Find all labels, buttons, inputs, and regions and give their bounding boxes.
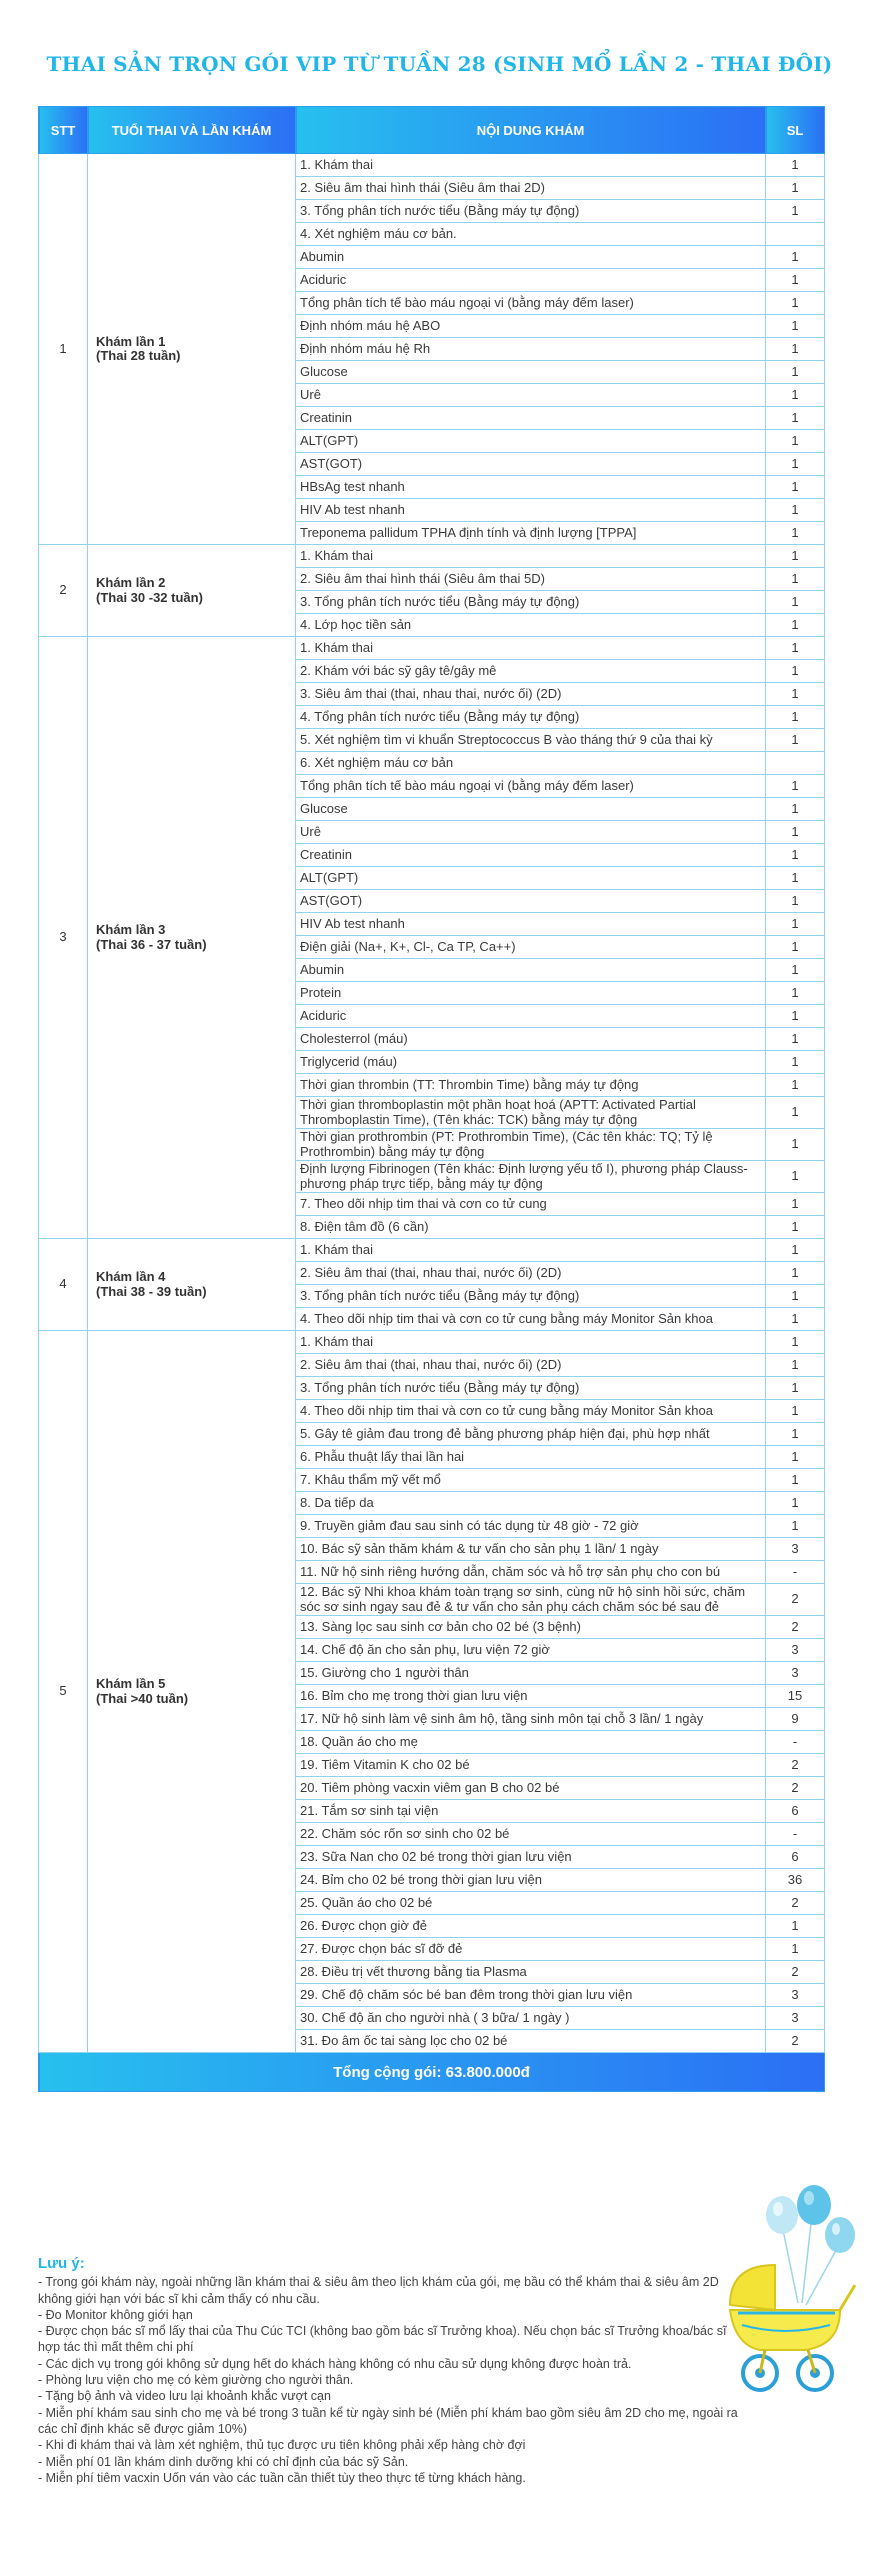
header-stt: STT	[39, 107, 88, 154]
row-quantity: 1	[766, 453, 825, 476]
row-quantity: 1	[766, 430, 825, 453]
row-quantity	[766, 223, 825, 246]
row-quantity: 2	[766, 2030, 825, 2053]
row-content: Thời gian prothrombin (PT: Prothrombin Time), (Các tên khác: TQ; Tỷ lệ Prothrombin) bằng máy tự động	[296, 1129, 766, 1161]
row-quantity: 1	[766, 1193, 825, 1216]
row-content: 3. Tổng phân tích nước tiểu (Bằng máy tự động)	[296, 200, 766, 223]
table-row	[39, 1239, 825, 1262]
row-content: Creatinin	[296, 844, 766, 867]
row-quantity: 1	[766, 913, 825, 936]
row-content: 19. Tiêm Vitamin K cho 02 bé	[296, 1754, 766, 1777]
row-content: 31. Đo âm ốc tai sàng lọc cho 02 bé	[296, 2030, 766, 2053]
row-content: 5. Gây tê giảm đau trong đẻ bằng phương pháp hiện đại, phù hợp nhất	[296, 1423, 766, 1446]
row-content: Định nhóm máu hệ ABO	[296, 315, 766, 338]
row-content: 3. Siêu âm thai (thai, nhau thai, nước ối) (2D)	[296, 683, 766, 706]
row-quantity: 6	[766, 1846, 825, 1869]
row-content: Abumin	[296, 246, 766, 269]
row-quantity: 1	[766, 269, 825, 292]
row-content: Glucose	[296, 798, 766, 821]
row-content: Tổng phân tích tế bào máu ngoại vi (bằng máy đếm laser)	[296, 775, 766, 798]
package-table-wrapper	[38, 106, 824, 2092]
row-content: HIV Ab test nhanh	[296, 499, 766, 522]
page-title: THAI SẢN TRỌN GÓI VIP TỪ TUẦN 28 (SINH MỔ LẦN 2 - THAI ĐÔI)	[46, 52, 833, 76]
row-content: 17. Nữ hộ sinh làm vệ sinh âm hộ, tầng sinh môn tại chỗ 3 lần/ 1 ngày	[296, 1708, 766, 1731]
note-line: - Được chọn bác sĩ mổ lấy thai của Thu Cúc TCI (không bao gồm bác sĩ Trưởng khoa). Nếu chọn bác sĩ Trưởng khoa/bác sĩ hợp tác thì mất thêm chi phí	[38, 2324, 727, 2355]
row-content: 16. Bỉm cho mẹ trong thời gian lưu viện	[296, 1685, 766, 1708]
row-visit-age	[88, 1331, 296, 2053]
row-content: 4. Theo dõi nhịp tim thai và cơn co tử cung bằng máy Monitor Sản khoa	[296, 1308, 766, 1331]
row-content: 1. Khám thai	[296, 1239, 766, 1262]
row-content: 4. Theo dõi nhịp tim thai và cơn co tử cung bằng máy Monitor Sản khoa	[296, 1400, 766, 1423]
row-quantity: 3	[766, 1984, 825, 2007]
row-quantity: 1	[766, 1285, 825, 1308]
row-quantity: 15	[766, 1685, 825, 1708]
note-line: - Đo Monitor không giới hạn	[38, 2307, 193, 2322]
gestational-age: (Thai 38 - 39 tuần)	[96, 1283, 207, 1299]
row-content: 9. Truyền giảm đau sau sinh có tác dụng từ 48 giờ - 72 giờ	[296, 1515, 766, 1538]
row-quantity: 1	[766, 1331, 825, 1354]
row-quantity: 9	[766, 1708, 825, 1731]
row-quantity: 1	[766, 1492, 825, 1515]
balloons-icon	[766, 2185, 855, 2305]
table-header	[39, 107, 825, 154]
row-quantity: 1	[766, 246, 825, 269]
notes-section	[38, 2256, 738, 2486]
row-content: 3. Tổng phân tích nước tiểu (Bằng máy tự động)	[296, 591, 766, 614]
row-content: 13. Sàng lọc sau sinh cơ bản cho 02 bé (3 bệnh)	[296, 1616, 766, 1639]
note-line: - Tặng bộ ảnh và video lưu lại khoảnh khắc vượt cạn	[38, 2389, 331, 2404]
row-quantity: 1	[766, 545, 825, 568]
row-content: 29. Chế độ chăm sóc bé ban đêm trong thời gian lưu viện	[296, 1984, 766, 2007]
row-content: Aciduric	[296, 1005, 766, 1028]
row-quantity: 1	[766, 936, 825, 959]
row-quantity: 2	[766, 1777, 825, 1800]
row-content: Urê	[296, 384, 766, 407]
table-row	[39, 637, 825, 660]
row-content: 2. Siêu âm thai hình thái (Siêu âm thai 5D)	[296, 568, 766, 591]
row-quantity: 1	[766, 476, 825, 499]
baby-stroller-icon	[730, 2265, 855, 2390]
row-quantity: 1	[766, 361, 825, 384]
row-quantity: 1	[766, 338, 825, 361]
notes-list	[38, 2274, 738, 2486]
note-line: - Miễn phí 01 lần khám dinh dưỡng khi có chỉ định của bác sỹ Sản.	[38, 2454, 409, 2469]
visit-label: Khám lần 3	[96, 922, 166, 937]
row-content: 15. Giường cho 1 người thân	[296, 1662, 766, 1685]
note-line: - Khi đi khám thai và làm xét nghiệm, thủ tục được ưu tiên không phải xếp hàng chờ đợi	[38, 2438, 526, 2453]
row-quantity: 1	[766, 959, 825, 982]
row-content: Cholesterrol (máu)	[296, 1028, 766, 1051]
table-row	[39, 545, 825, 568]
row-content: 2. Siêu âm thai (thai, nhau thai, nước ối) (2D)	[296, 1354, 766, 1377]
visit-label: Khám lần 2	[96, 575, 166, 590]
row-content: Glucose	[296, 361, 766, 384]
row-content: 23. Sữa Nan cho 02 bé trong thời gian lưu viện	[296, 1846, 766, 1869]
note-line: - Phòng lưu viện cho mẹ có kèm giường cho người thân.	[38, 2373, 354, 2388]
row-content: 20. Tiêm phòng vacxin viêm gan B cho 02 bé	[296, 1777, 766, 1800]
row-content: 24. Bỉm cho 02 bé trong thời gian lưu viện	[296, 1869, 766, 1892]
row-content: 1. Khám thai	[296, 545, 766, 568]
row-quantity: 1	[766, 1354, 825, 1377]
row-quantity: 1	[766, 867, 825, 890]
row-visit-age	[88, 1239, 296, 1331]
row-quantity: 1	[766, 1262, 825, 1285]
row-quantity: 3	[766, 1662, 825, 1685]
row-content: Urê	[296, 821, 766, 844]
row-content: Aciduric	[296, 269, 766, 292]
row-content: Abumin	[296, 959, 766, 982]
row-content: 4. Xét nghiệm máu cơ bản.	[296, 223, 766, 246]
row-content: 2. Siêu âm thai hình thái (Siêu âm thai 2D)	[296, 177, 766, 200]
row-content: Triglycerid (máu)	[296, 1051, 766, 1074]
row-quantity: 1	[766, 1097, 825, 1129]
visit-label: Khám lần 4	[96, 1269, 166, 1284]
row-content: 1. Khám thai	[296, 1331, 766, 1354]
row-quantity: 1	[766, 1028, 825, 1051]
row-quantity: 1	[766, 499, 825, 522]
row-quantity: -	[766, 1731, 825, 1754]
row-content: 14. Chế độ ăn cho sản phụ, lưu viện 72 giờ	[296, 1639, 766, 1662]
row-content: HBsAg test nhanh	[296, 476, 766, 499]
row-quantity: 1	[766, 1308, 825, 1331]
row-quantity: 1	[766, 154, 825, 177]
row-quantity: 1	[766, 729, 825, 752]
row-quantity: 1	[766, 1377, 825, 1400]
row-quantity: 1	[766, 1216, 825, 1239]
row-quantity: 1	[766, 982, 825, 1005]
row-quantity: 2	[766, 1892, 825, 1915]
row-content: 7. Khâu thẩm mỹ vết mổ	[296, 1469, 766, 1492]
row-quantity: 1	[766, 1239, 825, 1262]
baby-stroller-balloons-illustration	[690, 2185, 865, 2400]
row-content: 10. Bác sỹ sản thăm khám & tư vấn cho sản phụ 1 lần/ 1 ngày	[296, 1538, 766, 1561]
row-quantity: 1	[766, 1005, 825, 1028]
row-content: 2. Khám với bác sỹ gây tê/gây mê	[296, 660, 766, 683]
row-quantity: 1	[766, 775, 825, 798]
row-quantity: -	[766, 1823, 825, 1846]
row-content: 21. Tắm sơ sinh tại viện	[296, 1800, 766, 1823]
row-quantity: 36	[766, 1869, 825, 1892]
row-content: 27. Được chọn bác sĩ đỡ đẻ	[296, 1938, 766, 1961]
row-quantity: -	[766, 1561, 825, 1584]
gestational-age: (Thai 28 tuần)	[96, 348, 181, 363]
row-quantity: 1	[766, 315, 825, 338]
row-quantity: 1	[766, 706, 825, 729]
gestational-age: (Thai 30 -32 tuần)	[96, 589, 203, 605]
row-content: 22. Chăm sóc rốn sơ sinh cho 02 bé	[296, 1823, 766, 1846]
row-quantity: 1	[766, 1446, 825, 1469]
row-content: 3. Tổng phân tích nước tiểu (Bằng máy tự động)	[296, 1285, 766, 1308]
row-quantity: 3	[766, 2007, 825, 2030]
row-quantity: 2	[766, 1584, 825, 1616]
row-content: ALT(GPT)	[296, 867, 766, 890]
gestational-age: (Thai 36 - 37 tuần)	[96, 936, 207, 952]
row-stt: 5	[39, 1331, 88, 2053]
row-content: Tổng phân tích tế bào máu ngoại vi (bằng máy đếm laser)	[296, 292, 766, 315]
row-content: 6. Xét nghiệm máu cơ bản	[296, 752, 766, 775]
row-quantity: 1	[766, 844, 825, 867]
row-quantity: 1	[766, 890, 825, 913]
table-body	[39, 154, 825, 2053]
row-quantity: 3	[766, 1639, 825, 1662]
row-content: 1. Khám thai	[296, 637, 766, 660]
row-quantity: 1	[766, 614, 825, 637]
row-quantity: 3	[766, 1538, 825, 1561]
row-content: 18. Quần áo cho mẹ	[296, 1731, 766, 1754]
row-content: Treponema pallidum TPHA định tính và định lượng [TPPA]	[296, 522, 766, 545]
row-content: ALT(GPT)	[296, 430, 766, 453]
row-content: Điện giải (Na+, K+, Cl-, Ca TP, Ca++)	[296, 936, 766, 959]
note-line: - Trong gói khám này, ngoài những lần khám thai & siêu âm theo lịch khám của gói, mẹ bầu có thể khám thai & siêu âm 2D không giới hạn với bác sĩ khi cảm thấy có nhu cầu.	[38, 2275, 719, 2306]
row-quantity: 1	[766, 1051, 825, 1074]
row-content: 1. Khám thai	[296, 154, 766, 177]
row-quantity: 1	[766, 1400, 825, 1423]
row-stt: 3	[39, 637, 88, 1239]
row-content: 12. Bác sỹ Nhi khoa khám toàn trạng sơ sinh, cùng nữ hộ sinh hồi sức, chăm sóc sơ sinh ngay sau đẻ & tư vấn cho sản phụ cách chăm sóc bé sau đẻ	[296, 1584, 766, 1616]
row-content: 11. Nữ hộ sinh riêng hướng dẫn, chăm sóc và hỗ trợ sản phụ cho con bú	[296, 1561, 766, 1584]
row-quantity: 1	[766, 821, 825, 844]
row-content: 26. Được chọn giờ đẻ	[296, 1915, 766, 1938]
notes-title: Lưu ý:	[38, 2255, 85, 2272]
row-quantity: 2	[766, 1754, 825, 1777]
row-content: Định nhóm máu hệ Rh	[296, 338, 766, 361]
row-visit-age	[88, 545, 296, 637]
row-content: 5. Xét nghiệm tìm vi khuẩn Streptococcus B vào tháng thứ 9 của thai kỳ	[296, 729, 766, 752]
note-line: - Miễn phí tiêm vacxin Uốn ván vào các tuần cần thiết tùy theo thực tế từng khách hàng.	[38, 2470, 526, 2485]
row-content: AST(GOT)	[296, 890, 766, 913]
row-quantity: 1	[766, 1423, 825, 1446]
row-content: Thời gian thromboplastin một phần hoạt hoá (APTT: Activated Partial Thromboplastin Time), (Tên khác: TCK) bằng máy tự động	[296, 1097, 766, 1129]
gestational-age: (Thai >40 tuần)	[96, 1690, 189, 1706]
package-table	[38, 106, 825, 2092]
row-quantity: 1	[766, 568, 825, 591]
row-quantity: 1	[766, 591, 825, 614]
row-content: Thời gian thrombin (TT: Thrombin Time) bằng máy tự động	[296, 1074, 766, 1097]
note-line: - Miễn phí khám sau sinh cho mẹ và bé trong 3 tuần kể từ ngày sinh bé (Miễn phí khám bao gồm siêu âm 2D cho mẹ, ngoài ra các chỉ định khác sẽ được giảm 10%)	[38, 2405, 738, 2436]
header-qty: SL	[766, 107, 825, 154]
row-content: AST(GOT)	[296, 453, 766, 476]
row-content: 30. Chế độ ăn cho người nhà ( 3 bữa/ 1 ngày )	[296, 2007, 766, 2030]
row-quantity: 2	[766, 1961, 825, 1984]
row-visit-age	[88, 154, 296, 545]
total-price: Tổng cộng gói: 63.800.000đ	[39, 2053, 825, 2092]
visit-label: Khám lần 5	[96, 1676, 166, 1691]
row-quantity: 1	[766, 637, 825, 660]
table-row	[39, 154, 825, 177]
row-content: 3. Tổng phân tích nước tiểu (Bằng máy tự động)	[296, 1377, 766, 1400]
row-quantity: 1	[766, 660, 825, 683]
row-content: Định lượng Fibrinogen (Tên khác: Định lượng yếu tố I), phương pháp Clauss- phương pháp trực tiếp, bằng máy tự động	[296, 1161, 766, 1193]
row-quantity: 1	[766, 292, 825, 315]
note-line: - Các dịch vụ trong gói không sử dụng hết do khách hàng không có nhu cầu sử dụng không được hoàn trả.	[38, 2356, 632, 2371]
row-content: Protein	[296, 982, 766, 1005]
row-content: Creatinin	[296, 407, 766, 430]
row-content: 6. Phẫu thuật lấy thai lần hai	[296, 1446, 766, 1469]
row-quantity: 1	[766, 1915, 825, 1938]
row-quantity: 1	[766, 384, 825, 407]
row-content: 25. Quần áo cho 02 bé	[296, 1892, 766, 1915]
row-quantity: 1	[766, 1938, 825, 1961]
row-quantity	[766, 752, 825, 775]
row-quantity: 1	[766, 1074, 825, 1097]
visit-label: Khám lần 1	[96, 333, 166, 349]
row-quantity: 6	[766, 1800, 825, 1823]
row-content: 4. Lớp học tiền sản	[296, 614, 766, 637]
row-content: 2. Siêu âm thai (thai, nhau thai, nước ối) (2D)	[296, 1262, 766, 1285]
table-row	[39, 1331, 825, 1354]
row-quantity: 2	[766, 1616, 825, 1639]
row-quantity: 1	[766, 1129, 825, 1161]
row-quantity: 1	[766, 1515, 825, 1538]
row-content: 28. Điều trị vết thương bằng tia Plasma	[296, 1961, 766, 1984]
header-content: NỘI DUNG KHÁM	[296, 107, 766, 154]
row-quantity: 1	[766, 1469, 825, 1492]
header-age: TUỔI THAI VÀ LẦN KHÁM	[88, 107, 296, 154]
row-stt: 1	[39, 154, 88, 545]
row-quantity: 1	[766, 798, 825, 821]
row-quantity: 1	[766, 200, 825, 223]
row-quantity: 1	[766, 683, 825, 706]
row-quantity: 1	[766, 177, 825, 200]
row-stt: 4	[39, 1239, 88, 1331]
row-content: 8. Da tiếp da	[296, 1492, 766, 1515]
row-quantity: 1	[766, 407, 825, 430]
row-quantity: 1	[766, 522, 825, 545]
row-content: 4. Tổng phân tích nước tiểu (Bằng máy tự động)	[296, 706, 766, 729]
row-stt: 2	[39, 545, 88, 637]
row-content: HIV Ab test nhanh	[296, 913, 766, 936]
row-quantity: 1	[766, 1161, 825, 1193]
row-content: 8. Điện tâm đồ (6 cần)	[296, 1216, 766, 1239]
row-visit-age	[88, 637, 296, 1239]
row-content: 7. Theo dõi nhịp tim thai và cơn co tử cung	[296, 1193, 766, 1216]
